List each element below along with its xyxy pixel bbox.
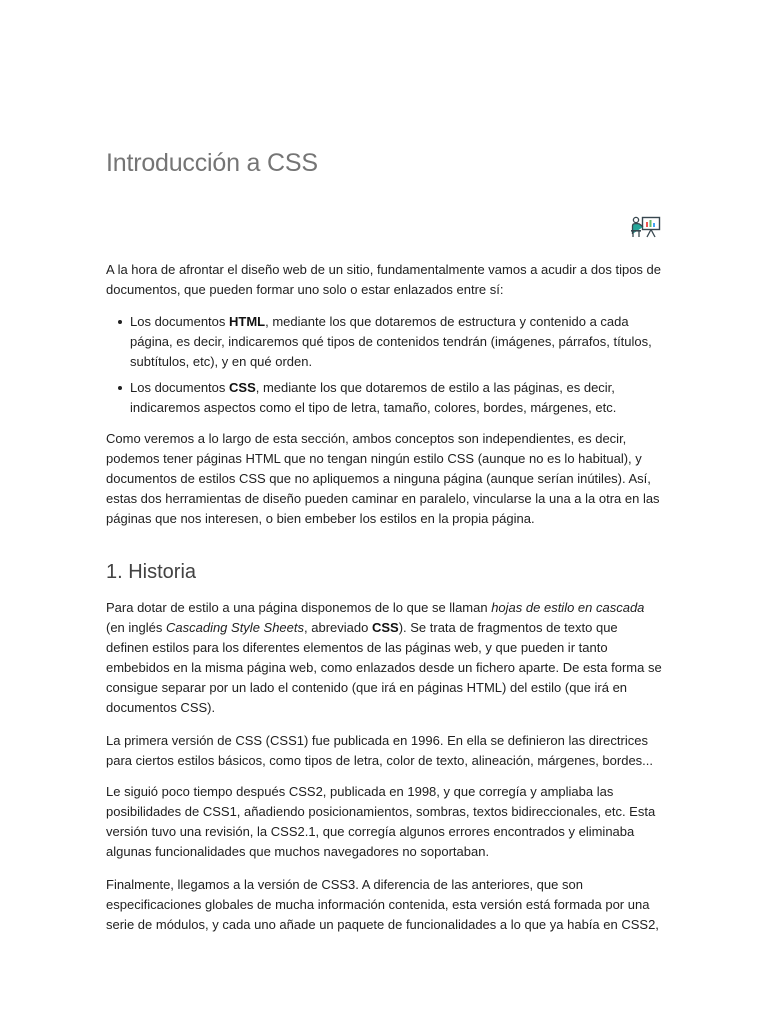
intro-paragraph: A la hora de afrontar el diseño web de un sitio, fundamentalmente vamos a acudir a dos tipos de documentos, que pueden formar uno solo o estar enlazados entre sí: <box>106 262 662 297</box>
page-title: Introducción a CSS <box>106 149 318 177</box>
paragraph-historia-4: Finalmente, llegamos a la versión de CSS3. A diferencia de las anteriores, que son especificaciones globales de mucha información contenida, esta versión está formada por una serie de módulos, y cada uno añade un paquete de funcionalidades a lo que ya había en CSS2, <box>106 877 659 932</box>
presenter-board-icon <box>630 215 662 239</box>
paragraph-historia-2: La primera versión de CSS (CSS1) fue publicada en 1996. En ella se definieron las directrices para ciertos estilos básicos, como tipos de letra, color de texto, alineación, márgenes, bordes... <box>106 733 654 768</box>
list-item: Los documentos HTML, mediante los que dotaremos de estructura y contenido a cada página, es decir, indicaremos qué tipos de contenidos tendrán (imágenes, párrafos, títulos, subtítulos, etc), y en qué orden. <box>106 312 662 372</box>
section-heading: 1. Historia <box>106 561 197 583</box>
bullet-dot-icon <box>118 386 122 390</box>
paragraph-como-veremos: Como veremos a lo largo de esta sección, ambos conceptos son independientes, es decir, podemos tener páginas HTML que no tengan ningún estilo CSS (aunque no es lo habitual), y documentos de estilos CSS que no apliquemos a ninguna página (aunque serían inútiles). Así, estas dos herramientas de diseño pueden caminar en paralelo, vincularse la una a la otra en las páginas que nos interesen, o bien embeber los estilos en la propia página. <box>106 431 660 526</box>
paragraph-historia-1: Para dotar de estilo a una página disponemos de lo que se llaman hojas de estilo en cascada (en inglés Cascading Style Sheets, abreviado CSS). Se trata de fragmentos de texto que definen estilos para los diferentes elementos de las páginas web, y que pueden ir tanto embebidos en la misma página web, como enlazados desde un fichero aparte. De esta forma se consigue separar por un lado el contenido (que irá en páginas HTML) del estilo (que irá en documentos CSS). <box>106 600 662 715</box>
bullet-dot-icon <box>118 320 122 324</box>
bullet-list <box>106 312 662 424</box>
paragraph-historia-3: Le siguió poco tiempo después CSS2, publicada en 1998, y que corregía y ampliaba las posibilidades de CSS1, añadiendo posicionamientos, sombras, textos bidireccionales, etc. Esta versión tuvo una revisión, la CSS2.1, que corregía algunos errores encontrados y eliminaba algunas funcionalidades que muchos navegadores no soportaban. <box>106 784 656 859</box>
list-item: Los documentos CSS, mediante los que dotaremos de estilo a las páginas, es decir, indicaremos aspectos como el tipo de letra, tamaño, colores, bordes, márgenes, etc. <box>106 378 662 418</box>
